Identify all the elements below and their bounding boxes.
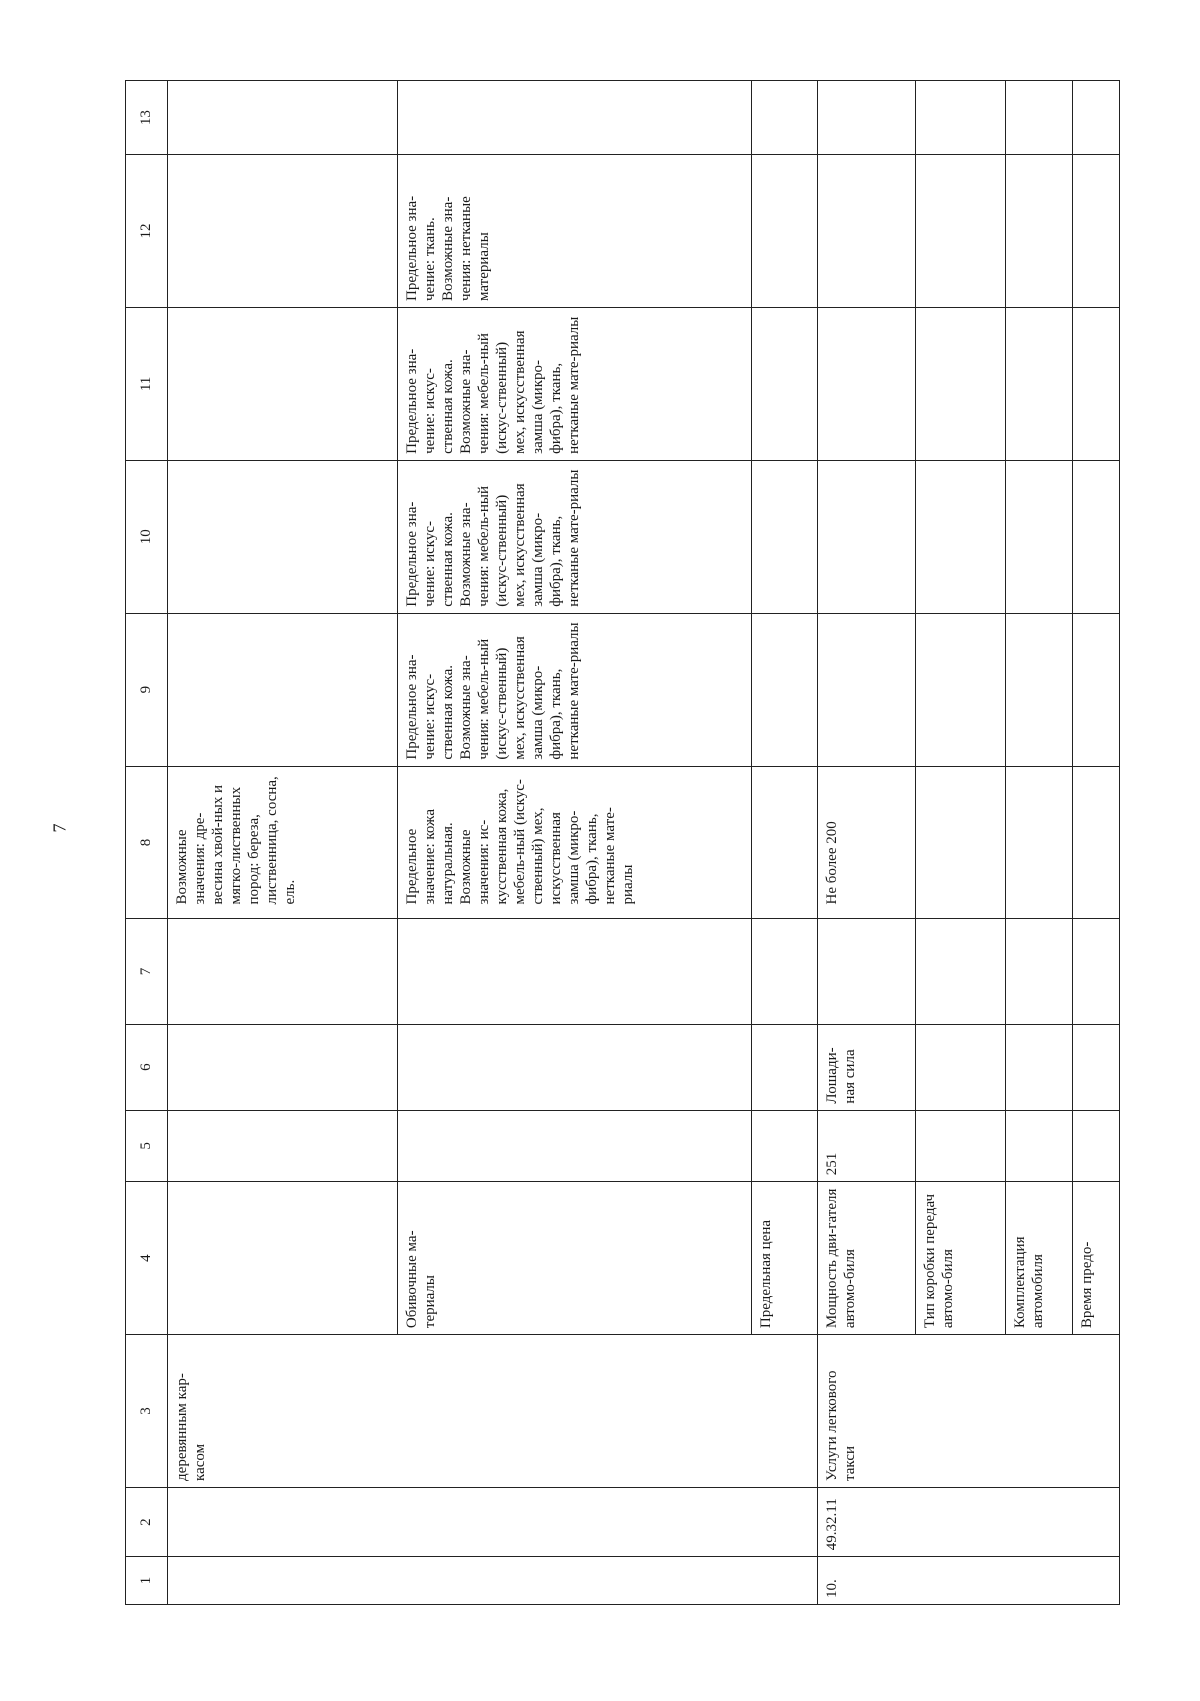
cell-upholstery-col8: Предельное значение: кожа натуральная. Возможные значения: ис-кусственная кожа, мебель-ный (искус-ственный) мех, искусственная замша (микро-фибра), ткань, нетканые мате-риалы	[398, 766, 751, 919]
cell-col11	[1006, 307, 1072, 460]
cell-col7	[751, 919, 817, 1024]
cell-col8	[1072, 766, 1119, 919]
header-cell: 8	[126, 766, 168, 919]
cell-upholstery-col12: Предельное зна-чение: ткань. Возможные зна-чения: нетканые материалы	[398, 155, 751, 308]
cell-col7	[916, 919, 1006, 1024]
cell-col7	[817, 919, 916, 1024]
cell-upholstery-label: Обивочные ма-териалы	[398, 1182, 751, 1335]
cell-col12	[916, 155, 1006, 308]
cell-equipment-label: Комплектация автомобиля	[1006, 1182, 1072, 1335]
cell-col12	[1006, 155, 1072, 308]
cell-col10	[817, 460, 916, 613]
cell-num-continued	[167, 1557, 817, 1605]
cell-price-label: Предельная цена	[751, 1182, 817, 1335]
cell-power-label: Мощность дви-гателя автомо-биля	[817, 1182, 916, 1335]
header-cell: 11	[126, 307, 168, 460]
header-cell: 9	[126, 613, 168, 766]
cell-power-value: Не более 200	[817, 766, 916, 919]
cell-frame-values: Возможные значения: дре-весина хвой-ных и мягко-лиственных пород: береза, лиственница, сосна, ель.	[167, 766, 397, 919]
header-cell: 1	[126, 1557, 168, 1605]
header-cell: 3	[126, 1335, 168, 1488]
cell-col10	[1072, 460, 1119, 613]
cell-col8	[751, 766, 817, 919]
cell-item-name-continued: деревянным кар-касом	[167, 1335, 817, 1488]
requirements-table	[125, 80, 1120, 1605]
cell-unit	[1072, 1024, 1119, 1110]
cell-col9	[1072, 613, 1119, 766]
header-cell: 6	[126, 1024, 168, 1110]
cell-col9	[751, 613, 817, 766]
cell-col11	[916, 307, 1006, 460]
cell-row-number: 10.	[817, 1557, 1119, 1605]
cell-code-continued	[167, 1487, 817, 1556]
cell-col7	[1072, 919, 1119, 1024]
table-row-taxi-power	[817, 81, 916, 1605]
cell-col10	[1006, 460, 1072, 613]
header-cell: 12	[126, 155, 168, 308]
cell-unit	[398, 1024, 751, 1110]
cell-col7	[398, 919, 751, 1024]
cell-col13	[1072, 81, 1119, 155]
cell-col9	[817, 613, 916, 766]
cell-col8	[1006, 766, 1072, 919]
header-row	[126, 81, 168, 1605]
cell-upholstery-col9: Предельное зна-чение: искус-ственная кожа. Возможные зна-чения: мебель-ный (искус-ственный) мех, искусственная замша (микро-фибра), ткань, нетканые мате-риалы	[398, 613, 751, 766]
cell-okei	[916, 1110, 1006, 1182]
cell-okpd2-code: 49.32.11	[817, 1487, 1119, 1556]
page-number: 7	[49, 823, 70, 833]
cell-gearbox-label: Тип коробки передач автомо-биля	[916, 1182, 1006, 1335]
cell-upholstery-col10: Предельное зна-чение: искус-ственная кожа. Возможные зна-чения: мебель-ный (искус-ственный) мех, искусственная замша (микро-фибра), ткань, нетканые мате-риалы	[398, 460, 751, 613]
cell-col13	[167, 81, 397, 155]
cell-unit	[916, 1024, 1006, 1110]
cell-time-label: Время предо-	[1072, 1182, 1119, 1335]
cell-unit-name: Лошади-ная сила	[817, 1024, 916, 1110]
header-cell: 5	[126, 1110, 168, 1182]
cell-col11	[1072, 307, 1119, 460]
cell-col11	[167, 307, 397, 460]
cell-okei	[398, 1110, 751, 1182]
cell-okei	[1006, 1110, 1072, 1182]
cell-col13	[398, 81, 751, 155]
cell-col13	[751, 81, 817, 155]
cell-col13	[817, 81, 916, 155]
cell-col12	[751, 155, 817, 308]
cell-characteristic	[167, 1182, 397, 1335]
cell-okei	[751, 1110, 817, 1182]
header-cell: 4	[126, 1182, 168, 1335]
cell-col13	[916, 81, 1006, 155]
table-row-frame	[167, 81, 397, 1605]
header-cell: 10	[126, 460, 168, 613]
cell-col8	[916, 766, 1006, 919]
cell-unit	[1006, 1024, 1072, 1110]
cell-col9	[167, 613, 397, 766]
cell-col10	[751, 460, 817, 613]
cell-col11	[751, 307, 817, 460]
cell-okei	[1072, 1110, 1119, 1182]
cell-col10	[916, 460, 1006, 613]
cell-col12	[817, 155, 916, 308]
cell-col9	[916, 613, 1006, 766]
cell-okei	[167, 1110, 397, 1182]
cell-unit	[751, 1024, 817, 1110]
cell-unit	[167, 1024, 397, 1110]
cell-col9	[1006, 613, 1072, 766]
header-cell: 2	[126, 1487, 168, 1556]
cell-upholstery-col11: Предельное зна-чение: искус-ственная кожа. Возможные зна-чения: мебель-ный (искус-ственный) мех, искусственная замша (микро-фибра), ткань, нетканые мате-риалы	[398, 307, 751, 460]
cell-item-name: Услуги легкового такси	[817, 1335, 1119, 1488]
cell-col12	[1072, 155, 1119, 308]
rotated-table-page	[125, 80, 1120, 1605]
header-cell: 13	[126, 81, 168, 155]
header-cell: 7	[126, 919, 168, 1024]
cell-col13	[1006, 81, 1072, 155]
cell-col11	[817, 307, 916, 460]
cell-col7	[167, 919, 397, 1024]
cell-col7	[1006, 919, 1072, 1024]
cell-okei-code: 251	[817, 1110, 916, 1182]
cell-col12	[167, 155, 397, 308]
cell-col10	[167, 460, 397, 613]
